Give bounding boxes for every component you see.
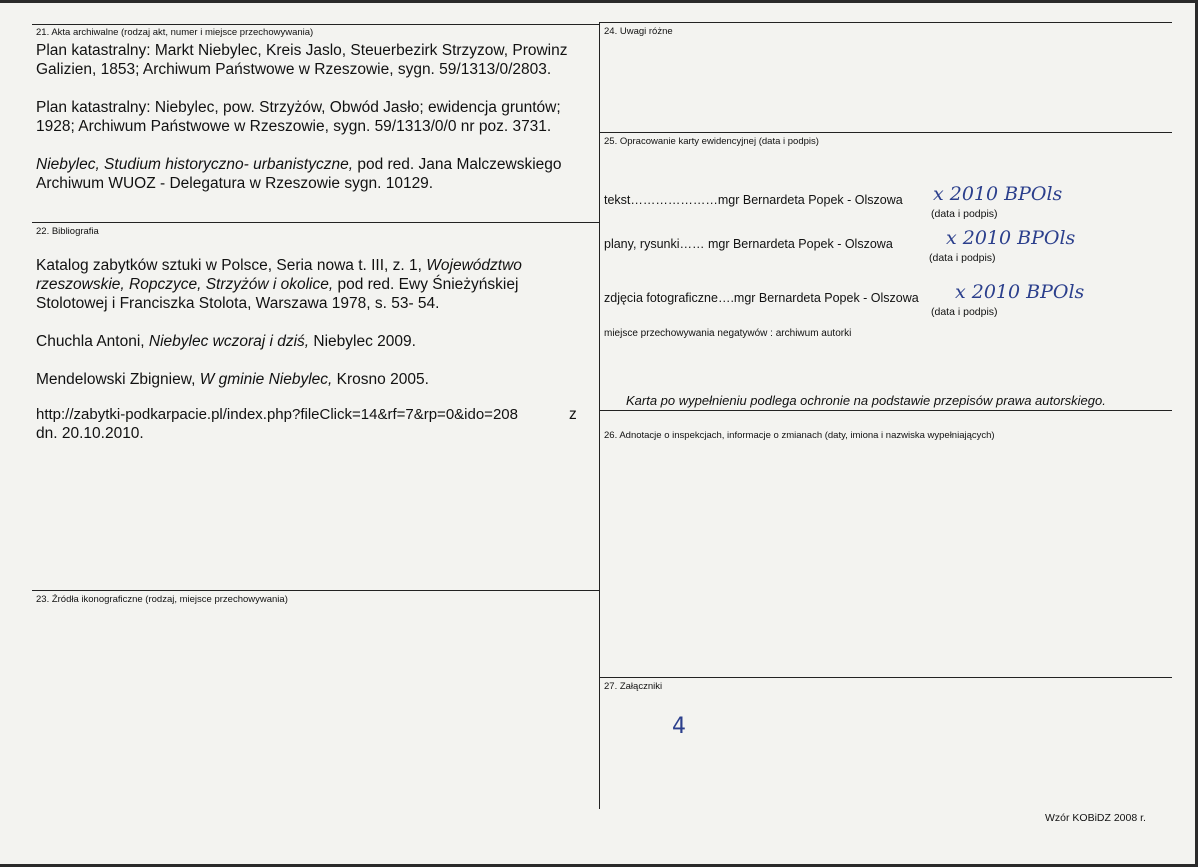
bibliography-text: pod red. Ewy Śnieżyńskiej Stolotowej i Franciszka Stolota, Warszawa 1978, s. 53- 54. xyxy=(36,276,519,312)
signature-handwritten: x 2010 BPOls xyxy=(933,183,1063,205)
signature-handwritten: x 2010 BPOls xyxy=(955,281,1085,303)
bibliography-text: Mendelowski Zbigniew, xyxy=(36,371,200,388)
bibliography-title: Województwo rzeszowskie, Ropczyce, Strzyżów i okolice, xyxy=(36,257,522,293)
bibliography-url-date: dn. 20.10.2010. xyxy=(36,425,144,442)
archive-entry-details: pod red. Jana Malczewskiego Archiwum WUOZ - Delegatura w Rzeszowie sygn. 10129. xyxy=(36,156,562,192)
section-23-label: 23. Źródła ikonograficzne (rodzaj, miejsce przechowywania) xyxy=(36,594,288,605)
negatives-location: miejsce przechowywania negatywów : archiwum autorki xyxy=(604,328,852,339)
rule-26 xyxy=(599,410,1172,411)
bibliography-title: W gminie Niebylec, xyxy=(199,371,333,388)
top-rule-right xyxy=(599,22,1172,23)
author-text-row: tekst…………………mgr Bernardeta Popek - Olszowa xyxy=(604,193,903,207)
bibliography-text: Katalog zabytków sztuki w Polsce, Seria nowa t. III, z. 1, xyxy=(36,257,427,274)
author-drawings-row: plany, rysunki…… mgr Bernardeta Popek - Olszowa xyxy=(604,237,893,251)
bibliography-entry xyxy=(36,256,586,313)
date-signature-caption: (data i podpis) xyxy=(931,208,998,220)
bibliography-text: Chuchla Antoni, xyxy=(36,333,149,350)
bibliography-entry xyxy=(36,370,586,389)
bibliography-text: Krosno 2005. xyxy=(332,371,429,388)
section-27-label: 27. Załączniki xyxy=(604,681,663,692)
rule-27 xyxy=(599,677,1172,678)
archive-entry: Plan katastralny: Niebylec, pow. Strzyżów, Obwód Jasło; ewidencja gruntów; 1928; Archiwum Państwowe w Rzeszowie, sygn. 59/1313/0/0 nr poz. 3731. xyxy=(36,99,561,135)
attachments-count: 4 xyxy=(672,714,686,739)
rule-22 xyxy=(32,222,599,223)
top-edge xyxy=(0,0,1198,3)
bibliography-url-z: z xyxy=(569,406,577,423)
archive-entry: Plan katastralny: Markt Niebylec, Kreis Jaslo, Steuerbezirk Strzyzow, Prowinz Galizien, 1853; Archiwum Państwowe w Rzeszowie, sygn. 59/1313/0/2803. xyxy=(36,42,568,78)
section-25-label: 25. Opracowanie karty ewidencyjnej (data i podpis) xyxy=(604,136,819,147)
column-divider xyxy=(599,22,600,809)
form-template-footer: Wzór KOBiDZ 2008 r. xyxy=(1045,812,1146,824)
section-24-label: 24. Uwagi różne xyxy=(604,26,673,37)
rule-25 xyxy=(599,132,1172,133)
author-photos-row: zdjęcia fotograficzne….mgr Bernardeta Popek - Olszowa xyxy=(604,291,919,305)
section-21-label: 21. Akta archiwalne (rodzaj akt, numer i miejsce przechowywania) xyxy=(36,27,314,38)
section-26-label: 26. Adnotacje o inspekcjach, informacje o zmianach (daty, imiona i nazwiska wypełniających) xyxy=(604,430,995,441)
archive-entry-title: Niebylec, Studium historyczno- urbanistyczne, xyxy=(36,156,354,173)
top-rule-left xyxy=(32,24,599,25)
archive-entry xyxy=(36,155,586,193)
bibliography-url: http://zabytki-podkarpacie.pl/index.php?fileClick=14&rf=7&rp=0&ido=208 xyxy=(36,406,518,423)
rule-23 xyxy=(32,590,599,591)
section-22-content xyxy=(36,256,586,408)
bibliography-text: Niebylec 2009. xyxy=(309,333,416,350)
bibliography-entry xyxy=(36,332,586,351)
date-signature-caption: (data i podpis) xyxy=(929,252,996,264)
section-22-label: 22. Bibliografia xyxy=(36,226,99,237)
section-21-content xyxy=(36,41,586,212)
bibliography-title: Niebylec wczoraj i dziś, xyxy=(148,333,310,350)
copyright-note: Karta po wypełnieniu podlega ochronie na podstawie przepisów prawa autorskiego. xyxy=(626,393,1106,408)
date-signature-caption: (data i podpis) xyxy=(931,306,998,318)
signature-handwritten: x 2010 BPOls xyxy=(946,227,1076,249)
